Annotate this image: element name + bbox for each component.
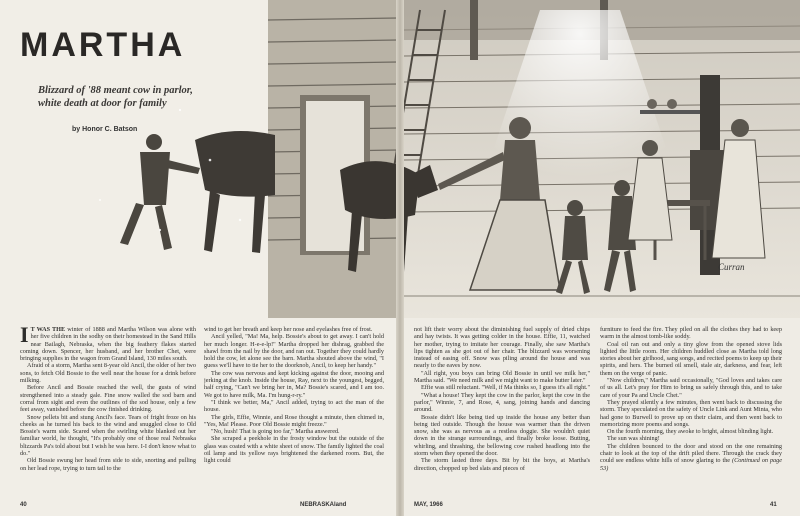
page-number-left: 40 xyxy=(20,502,27,508)
paragraph: "No, hush! That is going too far," Martha answered. xyxy=(211,428,340,436)
paragraph: furniture to feed the fire. They piled on all the clothes they had to keep warm in the almost tomb-like soddy. xyxy=(600,326,782,341)
paragraph xyxy=(600,443,782,472)
paragraph: Effie was still reluctant. "Well, if Ma thinks so, I guess it's all right." xyxy=(421,384,590,392)
text-column-4 xyxy=(600,326,782,502)
paragraph: Old Bossie swung her head from side to side, snorting and pulling on her lead rope, trying to turn tail to the xyxy=(20,457,196,472)
magazine-name: NEBRASKAland xyxy=(300,502,347,508)
paragraph: not lift their worry about the diminishing fuel supply of dried chips and hay twists. It was getting colder in the house. Effie, 11, watched her mother, trying to imitate her courage. Finally, she saw Martha's lips tighten as she got out of her chair. The blizzard was worsening instead of easing off. Snow was piling around the house and was nearly to the eaves by now. xyxy=(414,326,590,370)
issue-date: MAY, 1966 xyxy=(414,502,443,508)
paragraph: Coal oil ran out and only a tiny glow from the opened stove lids lighted the little room. Her children huddled close as Martha told long stories about her girlhood, sang songs, and recited poems to keep up their spirits, and hers. The burned oil smell, stale air, darkness, and fear, left them on the verge of panic. xyxy=(600,340,782,377)
paragraph: "I think we better, Ma," Ancil added, trying to act the man of the house. xyxy=(204,398,384,414)
paragraph: wind to get her breath and keep her nose and eyelashes free of frost. xyxy=(204,326,373,333)
paragraph: Ancil yelled, "Ma! Ma, help. Bossie's about to get away. I can't hold her much longer. H-e-e-lp!" Martha dropped her dishrag, grabbed the shawl from the nail by the door, and ran out. Together they could hardly hold the cow, let alone see the barn. Martha shouted above the wind, "I guess we'll have to tie her to the doorknob, Ancil, to keep her handy." xyxy=(204,333,384,370)
paragraph: The girls, Effie, Winnie, and Rose thought a minute, then chimed in, "Yes, Ma! Please. Poor Old Bossie might freeze." xyxy=(204,413,384,428)
paragraph: They prayed silently a few minutes, then went back to discussing the storm. They speculated on the safety of Uncle Link and Aunt Minta, who had gone to Burwell to prove up on their claim, and then went back to memorizing more poems and songs. xyxy=(600,398,782,428)
paragraph-text: winter of 1888 and Martha Wilson was alone with her five children in the sodhy on their homestead in the Sand Hills near Bailagh, Nebraska, when the big feathery flakes started coming down. Spencer, her husband, and her brother Chet, were bringing supplies in the wagon from Grand Island, 130 miles south. xyxy=(20,326,196,363)
paragraph: The sun was shining! xyxy=(607,435,660,443)
article-deck xyxy=(38,84,228,110)
paragraph: The storm lasted three days. Bit by bit the boys, at Martha's direction, chopped up bed slats and pieces of xyxy=(414,457,590,472)
drop-cap: I xyxy=(20,326,29,347)
article-title: MARTHA xyxy=(20,26,186,64)
lead-in: T WAS THE xyxy=(30,326,66,333)
illustrator-signature: Curran xyxy=(718,262,745,272)
text-column-2 xyxy=(204,326,384,502)
paragraph: "What a house! They kept the cow in the parlor, kept the cow in the parlor," Winnie, 7, and Rose, 4, sang, joining hands and dancing around. xyxy=(414,391,590,414)
paragraph xyxy=(20,326,196,362)
byline: by Honor C. Batson xyxy=(72,126,138,133)
paragraph-text: The children bounced to the door and stood on the one remaining chair to look at the top of the drift piled there. Through the crack they could see endless white hills of snow glaring to the xyxy=(600,442,782,465)
paragraph: On the fourth morning, they awoke to bright, almost blinding light. xyxy=(607,428,774,436)
deck-line-2: white death at door for family xyxy=(38,98,167,109)
paragraph: Afraid of a storm, Martha sent 8-year old Ancil, the older of her two sons, to fetch Old Bossie to the well near the house for a drink before milking. xyxy=(20,362,196,385)
page-gutter xyxy=(396,0,404,516)
paragraph: Bossie didn't like being tied up inside the house any better than being tied outside. Though the house was warmer than the driven snow, she was as nervous as a restless doggie. She wouldn't quiet down in the strange surroundings, and finally broke loose. Butting, whirling, and thrashing, the bellowing cow rushed headlong into the storm when they opened the door. xyxy=(414,413,590,458)
paragraph: "Now children," Martha said occasionally, "God loves and takes care of us all. Let's pray for Him to bring us safely through this, and to take care of your Pa and Uncle Chet." xyxy=(600,377,782,399)
page-number-right: 41 xyxy=(770,502,777,508)
paragraph: Before Ancil and Bossie reached the well, the gusts of wind strengthened into a steady gale. Fine snow walled the sod barn and corral from sight and even the outlines of the sod house, only a few feet away, vanished before the cow finished drinking. xyxy=(20,384,196,414)
continued-note: (Continued on page 53) xyxy=(600,457,782,472)
text-column-1 xyxy=(20,326,196,502)
paragraph: She scraped a peekhole in the frosty window but the outside of the glass was coated with a white sheet of snow. The family lighted the coal oil lamp and its yellow rays brightened the darkened room. But, the light could xyxy=(204,435,384,465)
paragraph: The cow was nervous and kept kicking against the door, mooing and jerking at the knob. Inside the house, Ray, next to the youngest, begged, half crying, "Can't we bring her in, Ma? Bossie's scared, and I am too. We got to have milk, Ma. I'm hung-r-ry." xyxy=(204,369,384,399)
paragraph: Snow pellets bit and stung Ancil's face. Tears of fright froze on his cheeks as he turned his back to the wind and snuggled close to Old Bossie's warm side. Scared when the swirling white blanked out her familiar world, he thought, "It's probably one of those real Nebraska blizzards Pa's told about but I wish he was here. I-I don't know what to do." xyxy=(20,413,196,458)
deck-line-1: Blizzard of '88 meant cow in parlor, xyxy=(38,85,193,96)
paragraph: "All right, you boys can bring Old Bossie in until we milk her," Martha said. "We need milk and we might want to make butter later." xyxy=(414,369,590,385)
text-column-3 xyxy=(414,326,590,502)
